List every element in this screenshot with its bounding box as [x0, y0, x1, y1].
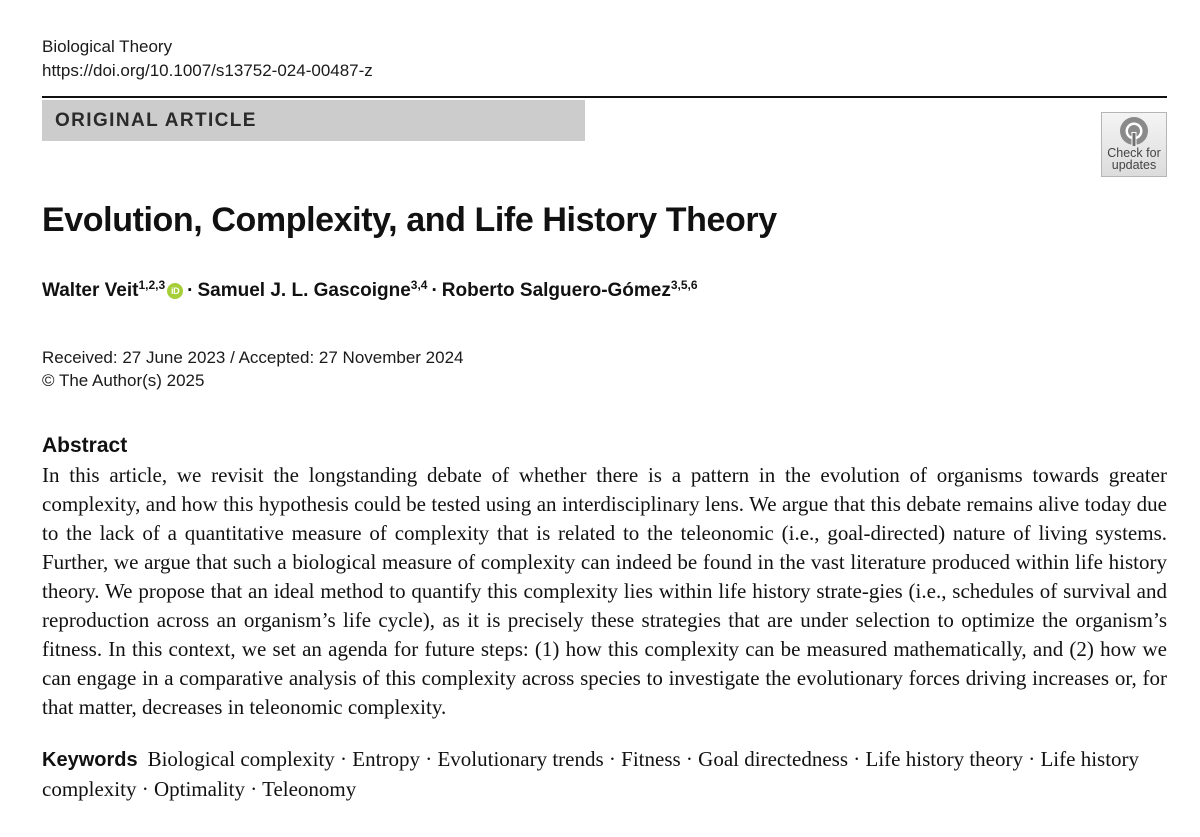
- abstract-heading: Abstract: [42, 434, 128, 457]
- author-affiliations: 3,5,6: [670, 278, 698, 292]
- received-accepted-dates: Received: 27 June 2023 / Accepted: 27 November 2024: [42, 348, 464, 367]
- author-separator: ·: [431, 280, 438, 301]
- header-rule: [42, 96, 1167, 98]
- keywords-label: Keywords: [42, 749, 138, 771]
- crossmark-icon: [1119, 116, 1149, 146]
- article-type-banner: ORIGINAL ARTICLE: [42, 100, 585, 141]
- journal-name: Biological Theory: [42, 37, 173, 56]
- article-title: Evolution, Complexity, and Life History Theory: [42, 201, 777, 239]
- author-affiliations: 3,4: [410, 278, 428, 292]
- check-updates-label: Check for updates: [1107, 146, 1161, 172]
- abstract-body: In this article, we revisit the longstanding debate of whether there is a pattern in the evolution of organisms towards greater complexity, and how this hypothesis could be tested using an interdisciplinary lens. We argue that this debate remains alive today due to the lack of a quantitative measure of complexity that is related to the teleonomic (i.e., goal-directed) nature of living systems. Further, we argue that such a biological measure of complexity can indeed be found in the vast literature produced within life history theory. We propose that an ideal method to quantify this complexity lies within life history strate-gies (i.e., schedules of survival and reproduction across an organism’s life cycle), as it is precisely these strategies that are under selection to optimize the organism’s fitness. In this context, we set an agenda for future steps: (1) how this complexity can be measured mathematically, and (2) how we can engage in a comparative analysis of this complexity across species to investigate the evolutionary forces driving increases or, for that matter, decreases in teleonomic complexity.: [42, 463, 1167, 719]
- author-name[interactable]: Samuel J. L. Gascoigne: [197, 280, 411, 301]
- copyright-notice: © The Author(s) 2025: [42, 371, 205, 390]
- author-affiliations: 1,2,3: [138, 278, 166, 292]
- keywords-list: Biological complexity · Entropy · Evolutionary trends · Fitness · Goal directedness · Life history theory · Life history complexity · Optimality · Teleonomy: [42, 747, 1140, 801]
- keywords-section: [42, 745, 1142, 804]
- author-separator: ·: [187, 280, 194, 301]
- author-name[interactable]: Walter Veit: [42, 280, 139, 301]
- journal-info: [42, 35, 373, 83]
- author-list: [42, 276, 1162, 306]
- publication-dates: [42, 346, 464, 392]
- check-for-updates-button[interactable]: [1101, 112, 1167, 177]
- orcid-icon[interactable]: iD: [167, 283, 183, 299]
- author-name[interactable]: Roberto Salguero-Gómez: [441, 280, 671, 301]
- doi-link[interactable]: https://doi.org/10.1007/s13752-024-00487-z: [42, 61, 373, 80]
